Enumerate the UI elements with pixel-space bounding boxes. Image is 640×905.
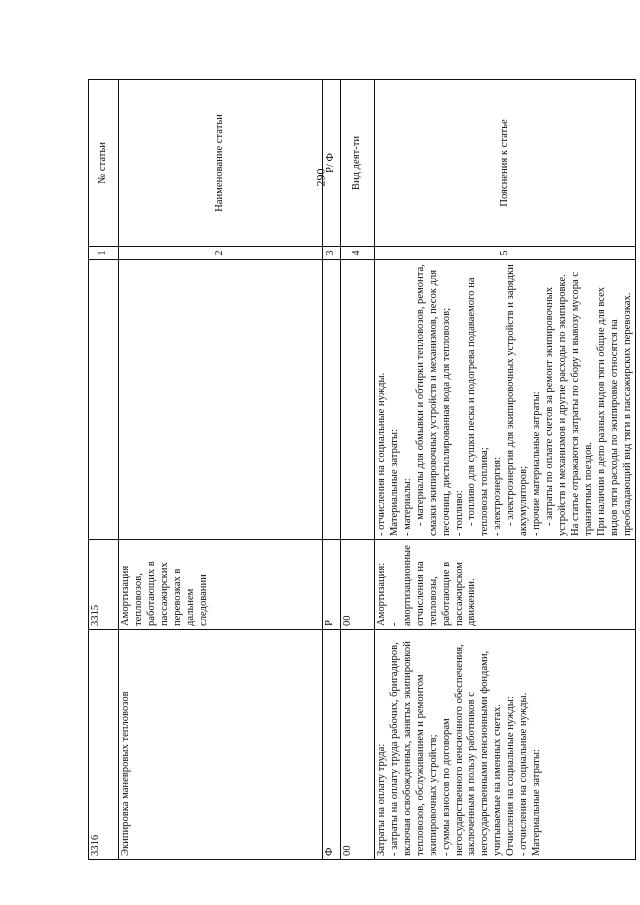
rotated-table-container — [88, 80, 633, 860]
row2-name: Экипировка маневровых тепловозов — [119, 630, 323, 860]
field-row-lines — [375, 80, 636, 860]
explanation-line: - материалы: — [401, 478, 413, 536]
row1-name: Амортизация тепловозов, работающих в пассажирских перевозках в дальнем следовании — [119, 540, 323, 630]
row1-lines — [375, 540, 636, 630]
row2-lines — [375, 630, 636, 860]
explanation-line: - электроэнергия для экипировочных устройств и зарядки аккумуляторов; — [505, 264, 530, 536]
column-number-2: 2 — [119, 247, 323, 260]
explanation-line: - электроэнергия: — [492, 456, 504, 536]
cost-items-table — [88, 79, 636, 860]
column-number-5: 5 — [375, 247, 636, 260]
explanation-line: - суммы взносов по договорам негосударственного пенсионного обеспечения, заключенным в пользу работников с негосударственными пенсионными фондами, учитываемые на именных счетах. — [440, 644, 504, 856]
explanation-line: - топливо: — [453, 490, 465, 536]
row1-num: 3315 — [89, 540, 119, 630]
row0-num — [89, 260, 119, 540]
explanation-line: Материальные затраты: — [388, 429, 400, 536]
explanation-line: Амортизация: — [376, 562, 387, 626]
header-lines: Пояснения к статье — [375, 80, 636, 247]
explanation-line: При наличии в депо разных видов тяги общие для всех видов тяги расходы по экипировке относятся на преобладающий вид тяги в пассажирских перевозках. — [595, 287, 633, 536]
header-name: Наименование статьи — [119, 80, 323, 247]
row0-rf — [323, 260, 341, 540]
page-number: 290 — [313, 168, 328, 187]
column-number-4: 4 — [341, 247, 375, 260]
explanation-line: Отчисления на социальные нужды: — [505, 696, 517, 856]
row0-name — [119, 260, 323, 540]
explanation-line: - топливо для сушки песка и подогрева подаваемого на тепловозы топлива; — [466, 277, 491, 536]
header-rf: Р/ Ф — [323, 80, 341, 247]
row1-rf: Р — [323, 540, 341, 630]
explanation-line: - отчисления на социальные нужды. — [376, 372, 387, 536]
explanation-line: Затраты на оплату труда: — [376, 743, 387, 856]
explanation-line: - амортизационные отчисления на тепловозы, работающие в пассажирском движении. — [388, 545, 478, 626]
explanation-line: - затраты по оплате счетов за ремонт экипировочных устройств и механизмов и другие расходы по экипировке. — [543, 274, 568, 536]
row2-num: 3316 — [89, 630, 119, 860]
row1-activity: 00 — [341, 540, 375, 630]
field-row-activity — [341, 80, 375, 860]
explanation-line: - материалы для обмывки и обтирки тепловозов, ремонта, смазки экипировочных устройств и механизмов, песок для песочниц, дистиллированная вода для тепловозов; — [414, 264, 452, 536]
row2-activity: 00 — [341, 630, 375, 860]
header-activity: Вид деят-ти — [341, 80, 375, 247]
explanation-line: Материальные затраты: — [531, 749, 543, 856]
row0-lines — [375, 260, 636, 540]
row0-activity — [341, 260, 375, 540]
field-row-num — [89, 80, 119, 860]
header-num: № статьи — [89, 80, 119, 247]
explanation-line: - прочие материальные затраты: — [531, 391, 543, 536]
row2-rf: Ф — [323, 630, 341, 860]
explanation-line: На статье отражаются затраты по сбору и вывозу мусора с транзитных поездов. — [569, 271, 594, 536]
explanation-line: - затраты на оплату труда рабочих, бригадиров, включая освобожденных, занятых экипировкой тепловозов, обслуживанием и ремонтом экипировочных устройств; — [388, 641, 439, 856]
column-number-3: 3 — [323, 247, 341, 260]
column-number-1: 1 — [89, 247, 119, 260]
explanation-line: - отчисления на социальные нужды. — [518, 692, 530, 856]
field-row-name — [119, 80, 323, 860]
field-row-rf — [323, 80, 341, 860]
